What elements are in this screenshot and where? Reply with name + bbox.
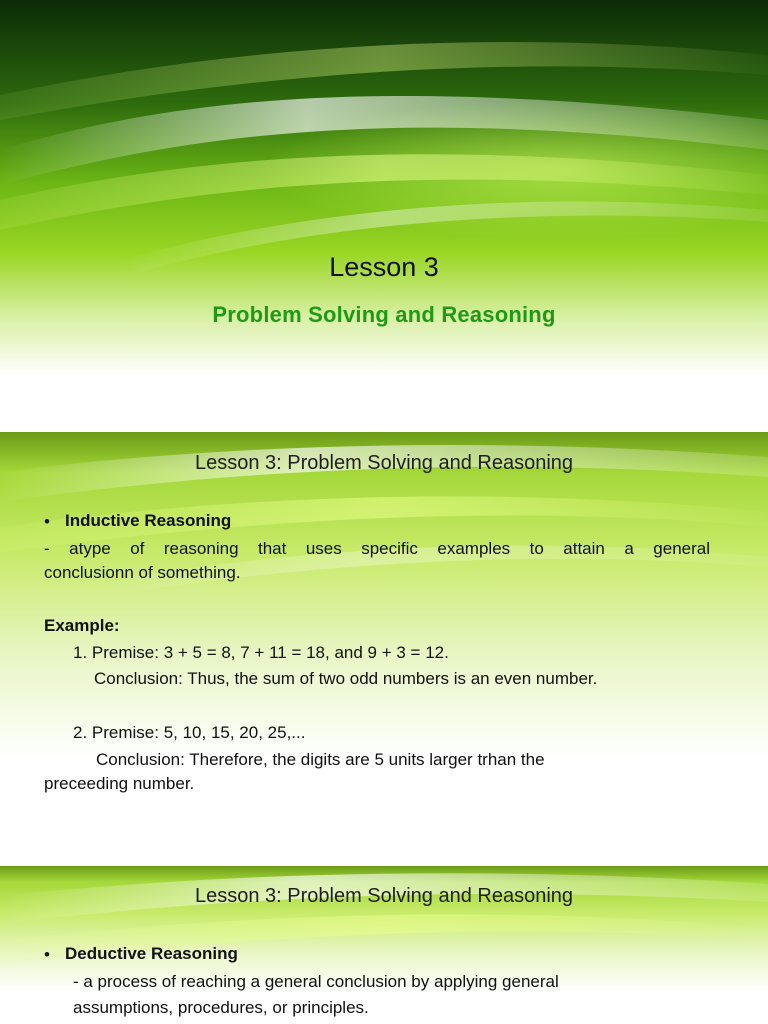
example-2-conclusion-cont: preceeding number. [44,774,195,793]
slide-header: Lesson 3: Problem Solving and Reasoning [194,452,574,474]
slide-subtitle: Problem Solving and Reasoning [212,302,556,327]
example-1-conclusion: Conclusion: Thus, the sum of two odd numbers is an even number. [94,669,598,688]
example-2-conclusion: Conclusion: Therefore, the digits are 5 units larger trhan the [96,750,545,769]
bullet-heading: Inductive Reasoning [65,511,232,530]
example-1-premise: 1. Premise: 3 + 5 = 8, 7 + 11 = 18, and 9 + 3 = 12. [73,643,449,662]
slide-title: Lesson 3 [329,252,439,282]
bullet: • [44,945,50,964]
title-slide [0,0,768,408]
definition-line-2: assumptions, procedures, or principles. [73,998,369,1017]
deductive-slide [0,866,768,1024]
bullet: • [44,512,50,531]
definition-line-1: - atype of reasoning that uses specific examples to attain a general [44,539,710,558]
slide-header: Lesson 3: Problem Solving and Reasoning [194,885,574,907]
definition-line-2: conclusionn of something. [44,563,241,582]
definition-line-1: - a process of reaching a general conclusion by applying general [73,972,559,991]
inductive-slide [0,432,768,840]
example-2-premise: 2. Premise: 5, 10, 15, 20, 25,... [73,723,306,742]
example-label: Example: [44,616,120,635]
bullet-heading: Deductive Reasoning [65,944,238,963]
